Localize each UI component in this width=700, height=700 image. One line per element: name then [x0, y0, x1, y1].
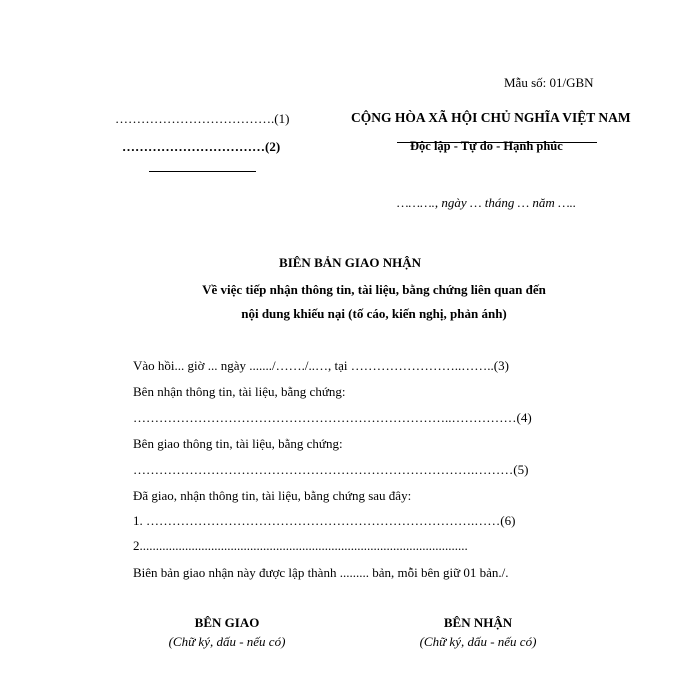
item-line-1: 1. ………………………………………………………………….……(6) [133, 513, 516, 528]
items-label: Đã giao, nhận thông tin, tài liệu, bằng chứng sau đây: [133, 488, 412, 503]
issuing-authority-line: ……………………………….(1) [115, 111, 290, 126]
item-line-2: 2..................................................................................................... [133, 538, 468, 553]
receiver-signature-note: (Chữ ký, dấu - nếu có) [419, 634, 537, 649]
time-place-line: Vào hồi... giờ ... ngày ......./……./..…, tại ……………………..……..(3) [133, 358, 509, 373]
closing-statement: Biên bản giao nhận này được lập thành ......... bản, mỗi bên giữ 01 bản./. [133, 565, 509, 580]
giver-label: Bên giao thông tin, tài liệu, bằng chứng: [133, 436, 343, 451]
date-line: ………., ngày … tháng … năm ….. [397, 195, 577, 210]
receiver-label: Bên nhận thông tin, tài liệu, bằng chứng: [133, 384, 346, 399]
issuing-unit-line: ……………………………(2) [122, 139, 281, 154]
document-subtitle-2: nội dung khiếu nại (tố cáo, kiến nghị, phản ánh) [241, 306, 507, 321]
org-underline [149, 171, 256, 172]
form-number: Mẫu số: 01/GBN [504, 75, 594, 90]
giver-fill-line: …………………………………………………………………….………(5) [133, 462, 529, 477]
giver-signature-title: BÊN GIAO [194, 615, 260, 630]
receiver-signature-title: BÊN NHẬN [443, 615, 513, 630]
national-title: CỘNG HÒA XÃ HỘI CHỦ NGHĨA VIỆT NAM [351, 110, 631, 125]
giver-signature-note: (Chữ ký, dấu - nếu có) [168, 634, 286, 649]
document-subtitle-1: Về việc tiếp nhận thông tin, tài liệu, bằng chứng liên quan đến [202, 282, 546, 297]
receiver-fill-line: ………………………………………………………………..……………(4) [133, 410, 532, 425]
national-motto: Độc lập - Tự do - Hạnh phúc [410, 139, 563, 153]
document-title: BIÊN BẢN GIAO NHẬN [279, 255, 421, 270]
